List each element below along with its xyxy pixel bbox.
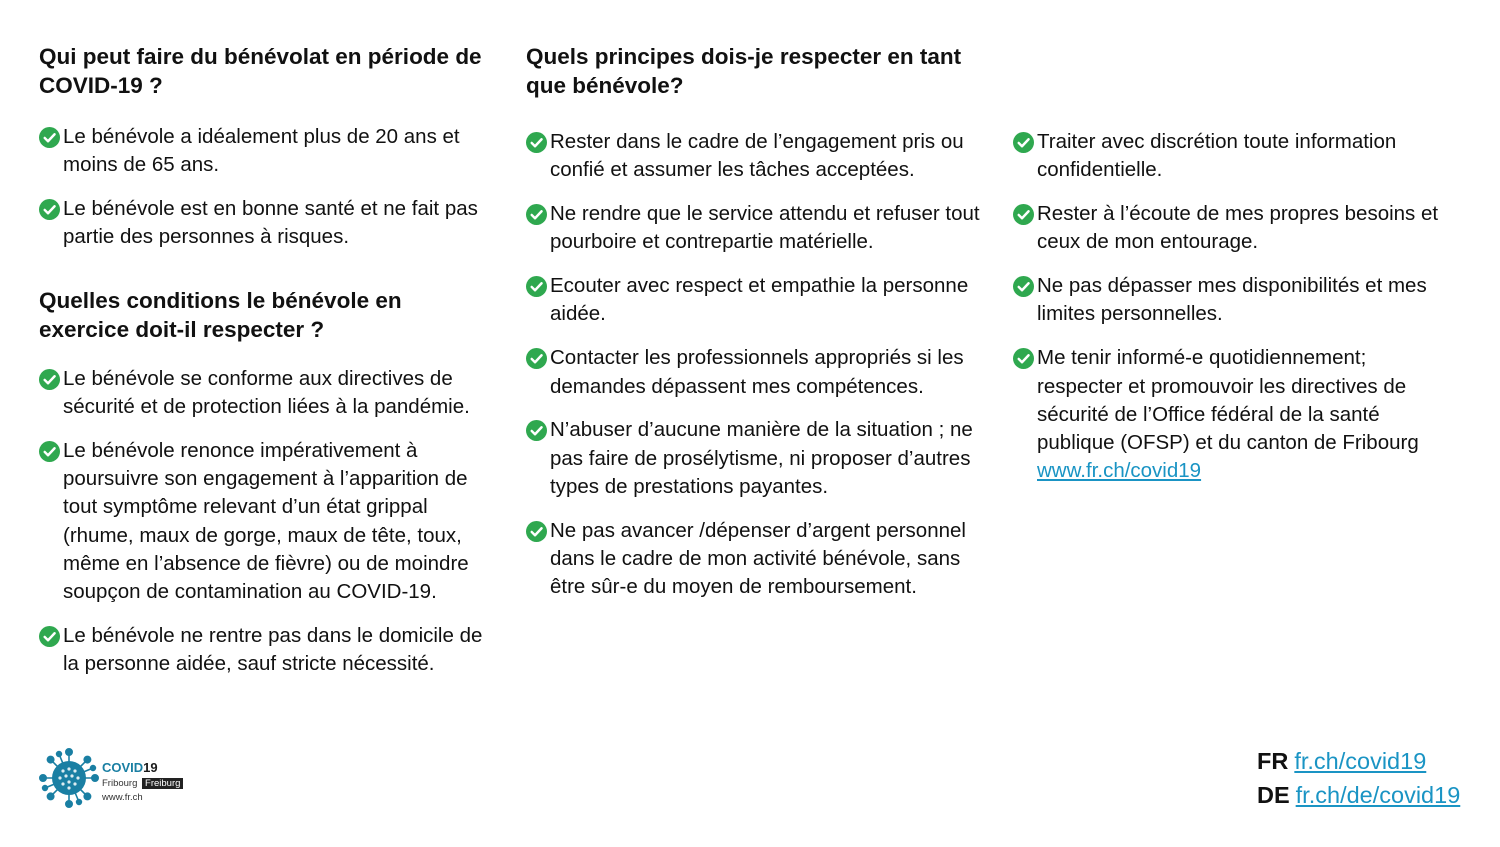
list-item (526, 128, 986, 185)
logo-brand (102, 761, 158, 775)
list-item-text: Me tenir informé-e quotidiennement; respecter et promouvoir les directives de sécurité de l’Office fédéral de la santé publique (OFSP) et du canton de Fribourg (1037, 346, 1419, 455)
list-item (39, 195, 494, 252)
column-principles-continued (1013, 0, 1453, 501)
principles-list-continued (1013, 128, 1453, 486)
footer-links (1257, 744, 1487, 812)
list-item-text: Ecouter avec respect et empathie la personne aidée. (550, 274, 969, 326)
check-circle-icon (1013, 204, 1034, 225)
footer-link-row-fr (1257, 744, 1487, 778)
logo-city (102, 778, 183, 789)
list-item (39, 123, 494, 180)
covid19-website-link[interactable]: www.fr.ch/covid19 (1037, 459, 1202, 483)
list-item-text: Contacter les professionnels appropriés si les demandes dépassent mes compétences. (550, 346, 964, 398)
check-circle-icon (39, 369, 60, 390)
list-item (39, 365, 494, 422)
list-item-text: Le bénévole est en bonne santé et ne fait pas partie des personnes à risques. (63, 197, 478, 249)
check-circle-icon (526, 276, 547, 297)
list-item-text: Rester à l’écoute de mes propres besoins et ceux de mon entourage. (1037, 202, 1439, 254)
list-item (1013, 200, 1453, 257)
list-item-text: Le bénévole a idéalement plus de 20 ans et moins de 65 ans. (63, 125, 460, 177)
list-item (1013, 272, 1453, 329)
conditions-list (39, 365, 494, 679)
check-circle-icon (1013, 132, 1034, 153)
principles-list (526, 128, 986, 602)
check-circle-icon (39, 127, 60, 148)
de-covid19-link[interactable]: fr.ch/de/covid19 (1295, 782, 1461, 808)
check-circle-icon (526, 204, 547, 225)
list-item (1013, 128, 1453, 185)
check-circle-icon (1013, 348, 1034, 369)
virus-logo-icon (38, 747, 100, 809)
list-item-text: Le bénévole ne rentre pas dans le domicile de la personne aidée, sauf stricte nécessité. (63, 624, 483, 676)
list-item-text: N’abuser d’aucune manière de la situation ; ne pas faire de prosélytisme, ni proposer d’autres types de prestations payantes. (550, 418, 973, 498)
list-item (526, 344, 986, 401)
list-item (39, 437, 494, 607)
list-item-text: Ne pas avancer /dépenser d’argent personnel dans le cadre de mon activité bénévole, sans être sûr-e du moyen de remboursement. (550, 518, 966, 599)
check-circle-icon (39, 199, 60, 220)
list-item-text: Rester dans le cadre de l’engagement pris ou confié et assumer les tâches acceptées. (550, 130, 964, 182)
list-item-text: Ne rendre que le service attendu et refuser tout pourboire et contrepartie matérielle. (550, 202, 980, 254)
lang-label-de: DE (1257, 782, 1290, 808)
heading-who-can-volunteer: Qui peut faire du bénévolat en période de COVID-19 ? (39, 44, 482, 98)
covid19-fribourg-logo (38, 747, 198, 812)
list-item-text: Traiter avec discrétion toute information confidentielle. (1037, 130, 1397, 182)
list-item (39, 622, 494, 679)
check-circle-icon (526, 132, 547, 153)
logo-website: www.fr.ch (102, 792, 143, 803)
check-circle-icon (1013, 276, 1034, 297)
footer-link-row-de (1257, 778, 1487, 812)
logo-city-de: Freiburg (142, 778, 183, 789)
eligibility-list (39, 123, 494, 252)
list-item (526, 416, 986, 501)
check-circle-icon (526, 348, 547, 369)
check-circle-icon (526, 521, 547, 542)
heading-principles: Quels principes dois-je respecter en tant que bénévole? (526, 44, 962, 98)
logo-brand-19: 19 (143, 760, 158, 775)
list-item (1013, 344, 1453, 485)
check-circle-icon (526, 420, 547, 441)
list-item-text: Ne pas dépasser mes disponibilités et mes limites personnelles. (1037, 274, 1427, 326)
logo-brand-covid: COVID (102, 760, 144, 775)
check-circle-icon (39, 626, 60, 647)
column-eligibility (39, 0, 494, 694)
list-item (526, 272, 986, 329)
list-item-text: Le bénévole se conforme aux directives de sécurité et de protection liées à la pandémie. (63, 366, 470, 418)
list-item-text: Le bénévole renonce impérativement à poursuivre son engagement à l’apparition de tout symptôme relevant d’un état grippal (rhume, maux de gorge, maux de tête, toux, même en l’absence de fièvre) ou de moindre soupçon de contamination au COVID-19. (63, 438, 469, 604)
list-item (526, 200, 986, 257)
logo-city-fr: Fribourg (102, 778, 138, 789)
list-item (526, 517, 986, 602)
lang-label-fr: FR (1257, 748, 1289, 774)
fr-covid19-link[interactable]: fr.ch/covid19 (1294, 748, 1427, 774)
column-principles (526, 0, 986, 617)
check-circle-icon (39, 441, 60, 462)
heading-conditions: Quelles conditions le bénévole en exercice doit-il respecter ? (39, 287, 402, 342)
